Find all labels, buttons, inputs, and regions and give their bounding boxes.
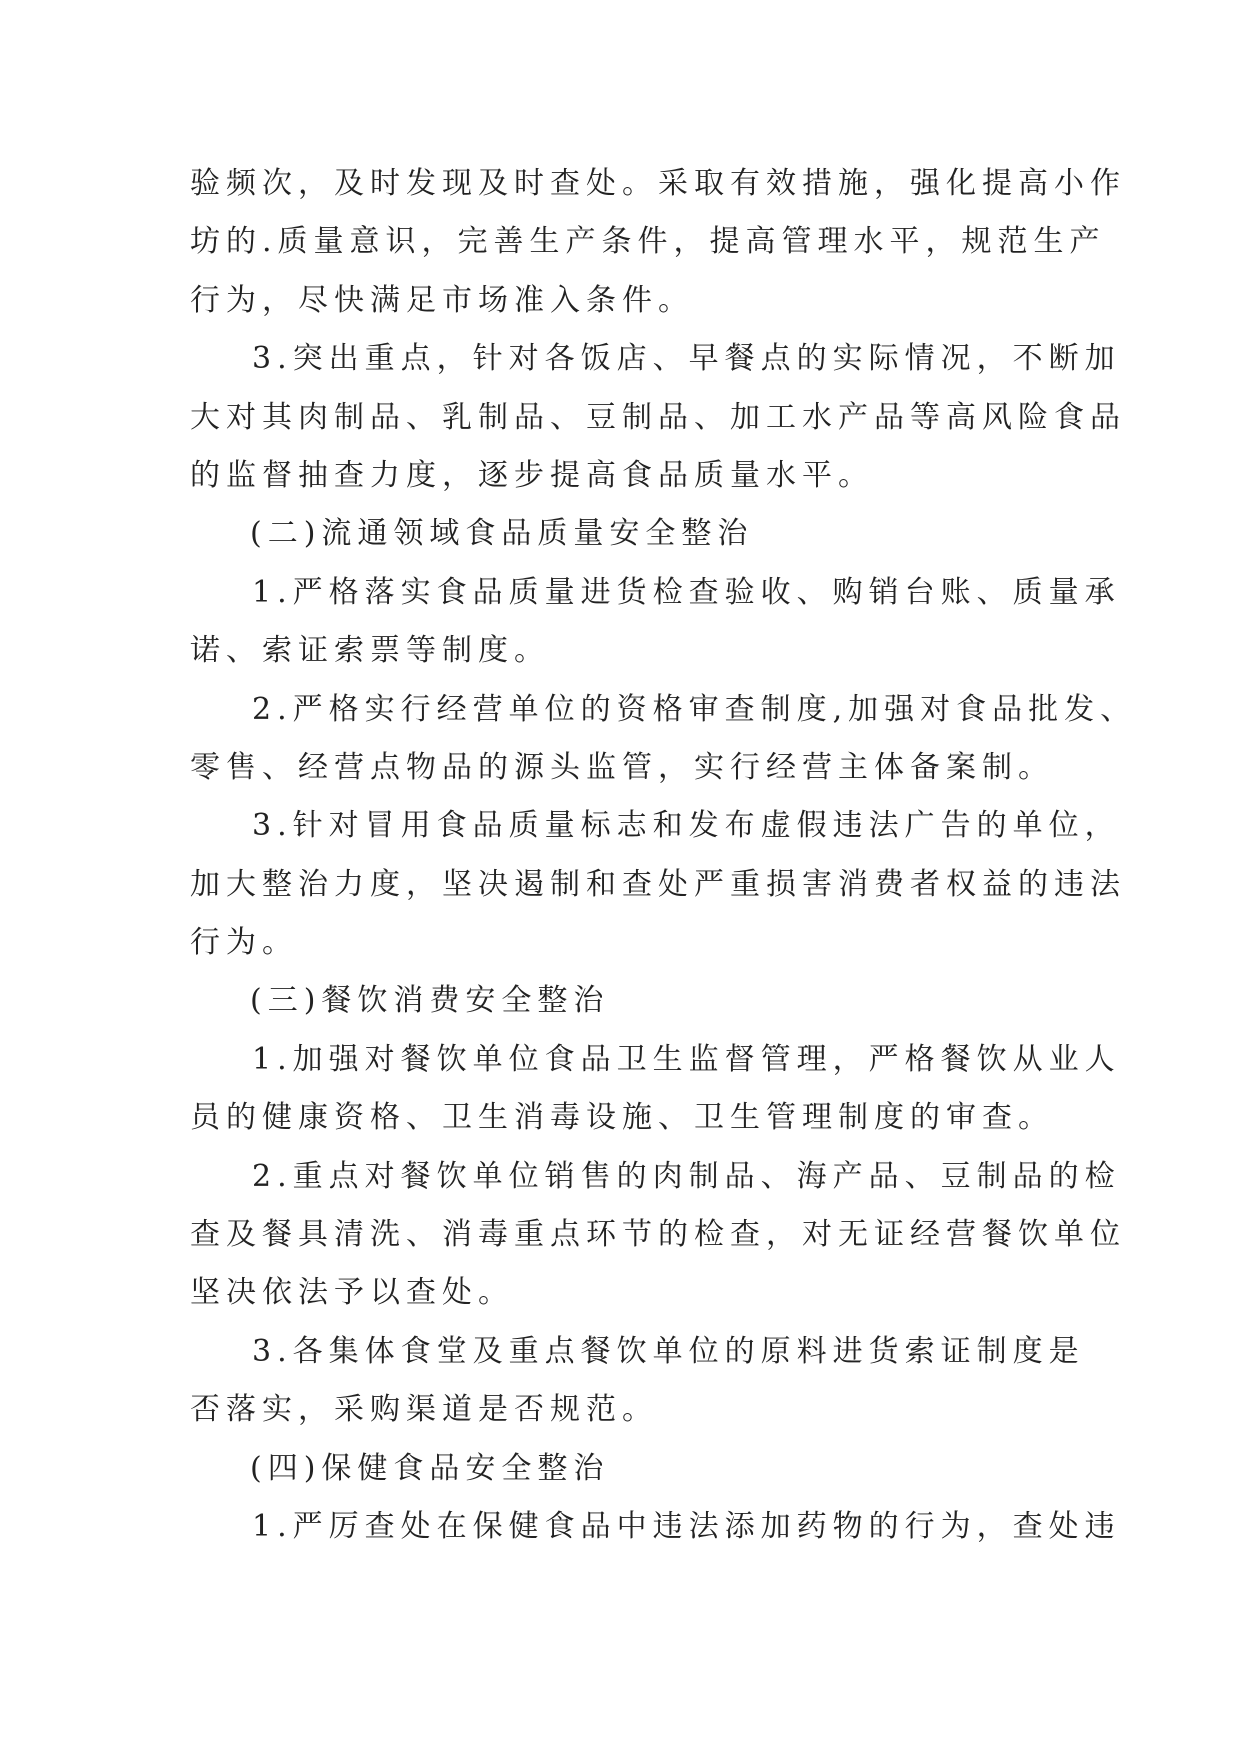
text-line: 加大整治力度，坚决遏制和查处严重损害消费者权益的违法 xyxy=(190,866,1126,902)
document-body xyxy=(190,155,1137,1556)
text-line: 验频次，及时发现及时查处。采取有效措施，强化提高小作 xyxy=(190,166,1126,201)
text-line: 2.重点对餐饮单位销售的肉制品、海产品、豆制品的检 xyxy=(252,1158,1121,1194)
text-line: 零售、经营点物品的源头监管，实行经营主体备案制。 xyxy=(190,749,1054,785)
text-line: 行为，尽快满足市场准入条件。 xyxy=(190,282,694,318)
text-line: 大对其肉制品、乳制品、豆制品、加工水产品等高风险食品 xyxy=(190,399,1126,435)
text-line: 1.严格落实食品质量进货检查验收、购销台账、质量承 xyxy=(252,574,1121,610)
text-line: 行为。 xyxy=(190,925,298,961)
text-line: 的监督抽查力度，逐步提高食品质量水平。 xyxy=(190,457,874,493)
text-line: 3.各集体食堂及重点餐饮单位的原料进货索证制度是 xyxy=(252,1333,1085,1369)
text-line: 1.严厉查处在保健食品中违法添加药物的行为，查处违 xyxy=(252,1508,1121,1544)
section-heading: (二)流通领域食品质量安全整治 xyxy=(250,516,754,552)
text-line: 否落实，采购渠道是否规范。 xyxy=(190,1392,658,1428)
text-line: 诺、索证索票等制度。 xyxy=(190,633,550,669)
text-line: 3.针对冒用食品质量标志和发布虚假违法广告的单位， xyxy=(252,808,1121,844)
text-line: 坊的.质量意识，完善生产条件，提高管理水平，规范生产 xyxy=(190,224,1106,260)
text-line: 坚决依法予以查处。 xyxy=(190,1275,514,1311)
section-heading: (四)保健食品安全整治 xyxy=(250,1450,610,1486)
text-line: 查及餐具清洗、消毒重点环节的检查，对无证经营餐饮单位 xyxy=(190,1217,1126,1253)
text-line: 2.严格实行经营单位的资格审查制度,加强对食品批发、 xyxy=(252,691,1137,727)
text-line: 3.突出重点，针对各饭店、早餐点的实际情况，不断加 xyxy=(252,341,1121,377)
section-heading: (三)餐饮消费安全整治 xyxy=(250,983,610,1019)
text-line: 1.加强对餐饮单位食品卫生监督管理，严格餐饮从业人 xyxy=(252,1041,1121,1077)
text-line: 员的健康资格、卫生消毒设施、卫生管理制度的审查。 xyxy=(190,1100,1054,1136)
